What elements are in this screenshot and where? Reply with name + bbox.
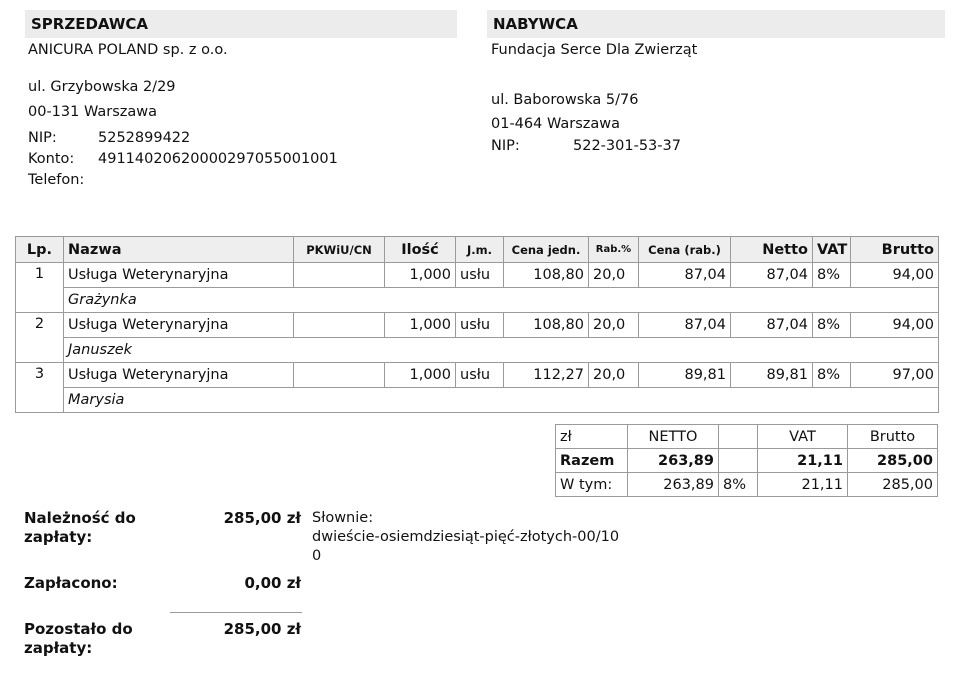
divider: [170, 612, 302, 613]
row-name: Usługa Weterynaryjna: [64, 263, 294, 288]
seller-account: 49114020620000297055001001: [98, 151, 338, 167]
row-qty: 1,000: [385, 263, 456, 288]
row-unit: usłu: [456, 363, 504, 388]
col-discount: Rab.%: [589, 237, 639, 263]
row-discount: 20,0: [589, 263, 639, 288]
totals-table: [555, 424, 938, 497]
table-row: [16, 363, 939, 388]
row-price: 108,80: [504, 263, 589, 288]
seller-nip: 5252899422: [98, 130, 191, 146]
totals-sum-netto: 263,89: [628, 449, 719, 473]
table-row-note: [16, 288, 939, 313]
row-qty: 1,000: [385, 363, 456, 388]
col-gross: Brutto: [851, 237, 939, 263]
totals-incl-netto: 263,89: [628, 473, 719, 497]
items-header-row: [16, 237, 939, 263]
row-net: 89,81: [731, 363, 813, 388]
row-lp: 3: [16, 363, 64, 413]
row-note: Grażynka: [64, 288, 939, 313]
totals-currency: zł: [556, 425, 628, 449]
row-vat: 8%: [813, 263, 851, 288]
row-pkwiu: [294, 363, 385, 388]
row-note: Marysia: [64, 388, 939, 413]
col-pkwiu: PKWiU/CN: [294, 237, 385, 263]
table-row-note: [16, 338, 939, 363]
paid-label: Zapłacono:: [24, 574, 118, 592]
table-row: [16, 313, 939, 338]
col-lp: Lp.: [16, 237, 64, 263]
row-name: Usługa Weterynaryjna: [64, 363, 294, 388]
row-qty: 1,000: [385, 313, 456, 338]
totals-incl-brutto: 285,00: [848, 473, 938, 497]
col-price: Cena jedn.: [504, 237, 589, 263]
row-net: 87,04: [731, 263, 813, 288]
row-discount: 20,0: [589, 363, 639, 388]
seller-nip-label: NIP:: [28, 130, 57, 146]
col-name: Nazwa: [64, 237, 294, 263]
seller-phone-label: Telefon:: [28, 172, 85, 188]
totals-vat-label: VAT: [758, 425, 848, 449]
row-price: 108,80: [504, 313, 589, 338]
words-label: Słownie:: [312, 510, 374, 526]
row-price-disc: 87,04: [639, 263, 731, 288]
totals-sum-label: Razem: [556, 449, 628, 473]
col-price-disc: Cena (rab.): [639, 237, 731, 263]
totals-sum-row: [556, 449, 938, 473]
totals-incl-label: W tym:: [556, 473, 628, 497]
buyer-city: 01-464 Warszawa: [491, 116, 621, 132]
row-net: 87,04: [731, 313, 813, 338]
words-line-2: 0: [312, 548, 322, 564]
table-row-note: [16, 388, 939, 413]
buyer-nip: 522-301-53-37: [573, 138, 681, 154]
seller-heading: SPRZEDAWCA: [31, 15, 149, 33]
seller-city: 00-131 Warszawa: [28, 104, 158, 120]
row-lp: 2: [16, 313, 64, 363]
row-lp: 1: [16, 263, 64, 313]
buyer-header-band: [487, 10, 945, 38]
col-qty: Ilość: [385, 237, 456, 263]
totals-incl-rate: 8%: [719, 473, 758, 497]
row-pkwiu: [294, 313, 385, 338]
totals-sum-vat: 21,11: [758, 449, 848, 473]
remaining-label-2: zapłaty:: [24, 639, 93, 657]
due-label-1: Należność do: [24, 509, 136, 527]
seller-street: ul. Grzybowska 2/29: [28, 79, 176, 95]
paid-amount: 0,00 zł: [244, 574, 301, 592]
row-name: Usługa Weterynaryjna: [64, 313, 294, 338]
table-row: [16, 263, 939, 288]
row-gross: 97,00: [851, 363, 939, 388]
due-label-2: zapłaty:: [24, 528, 93, 546]
row-note: Januszek: [64, 338, 939, 363]
remaining-amount: 285,00 zł: [223, 620, 301, 638]
buyer-street: ul. Baborowska 5/76: [491, 92, 639, 108]
row-price-disc: 87,04: [639, 313, 731, 338]
row-vat: 8%: [813, 313, 851, 338]
row-price-disc: 89,81: [639, 363, 731, 388]
row-gross: 94,00: [851, 313, 939, 338]
buyer-name: Fundacja Serce Dla Zwierząt: [491, 42, 698, 58]
seller-name: ANICURA POLAND sp. z o.o.: [28, 42, 228, 58]
row-pkwiu: [294, 263, 385, 288]
totals-incl-vat: 21,11: [758, 473, 848, 497]
totals-header-row: [556, 425, 938, 449]
row-unit: usłu: [456, 263, 504, 288]
words-line-1: dwieście-osiemdziesiąt-pięć-złotych-00/10: [312, 529, 620, 545]
row-gross: 94,00: [851, 263, 939, 288]
totals-brutto-label: Brutto: [848, 425, 938, 449]
row-discount: 20,0: [589, 313, 639, 338]
totals-sum-brutto: 285,00: [848, 449, 938, 473]
col-vat: VAT: [813, 237, 851, 263]
col-net: Netto: [731, 237, 813, 263]
due-amount: 285,00 zł: [223, 509, 301, 527]
buyer-nip-label: NIP:: [491, 138, 520, 154]
totals-incl-row: [556, 473, 938, 497]
row-unit: usłu: [456, 313, 504, 338]
remaining-label-1: Pozostało do: [24, 620, 133, 638]
totals-netto-label: NETTO: [628, 425, 719, 449]
buyer-heading: NABYWCA: [493, 15, 578, 33]
col-unit: J.m.: [456, 237, 504, 263]
items-table: [15, 236, 939, 413]
row-vat: 8%: [813, 363, 851, 388]
seller-account-label: Konto:: [28, 151, 75, 167]
row-price: 112,27: [504, 363, 589, 388]
seller-header-band: [25, 10, 457, 38]
